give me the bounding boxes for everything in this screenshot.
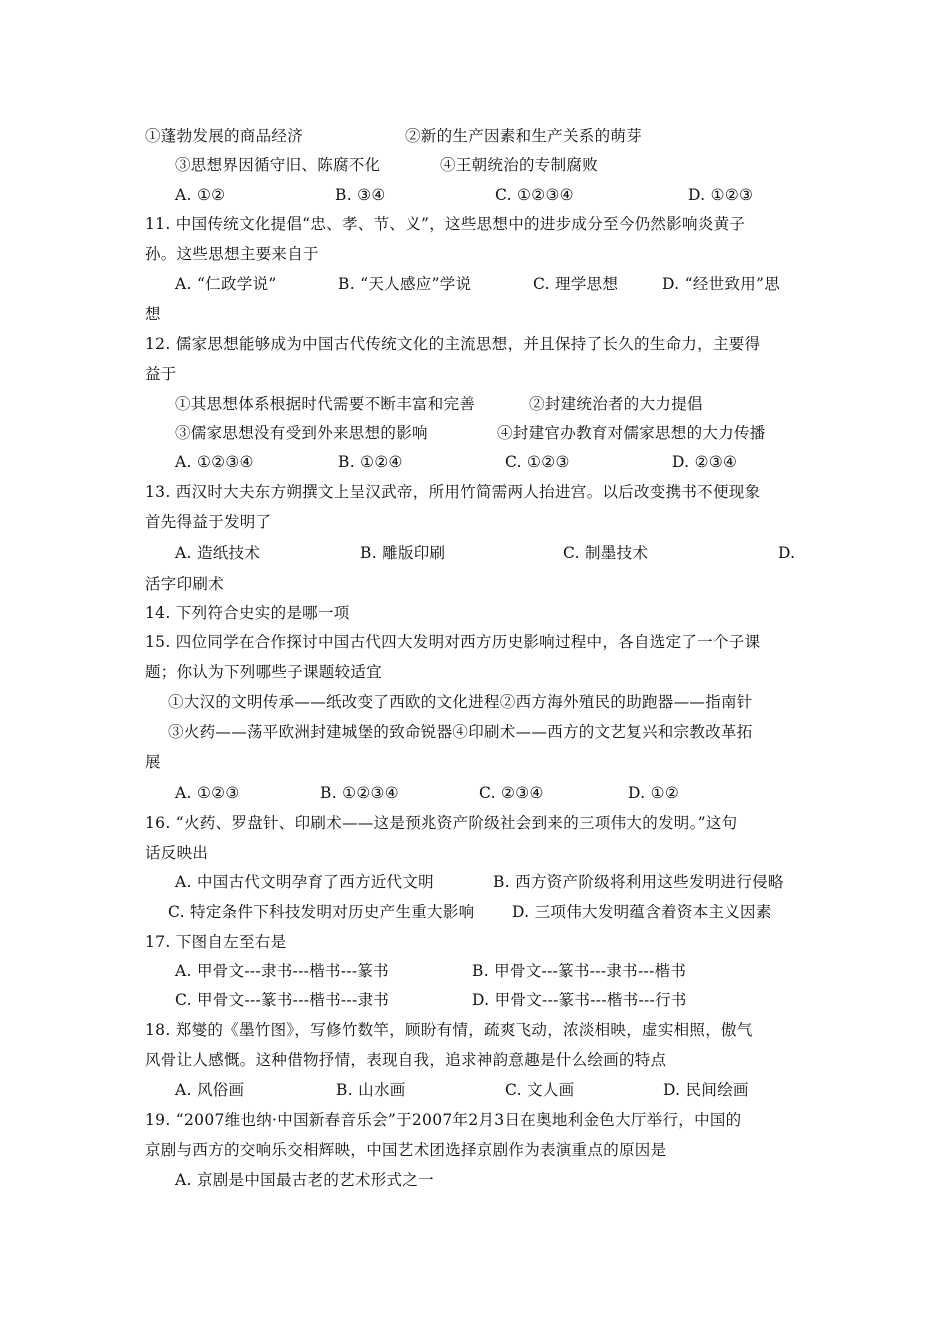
question-text: 京剧与西方的交响乐交相辉映，中国艺术团选择京剧作为表演重点的原因是 — [145, 1141, 667, 1159]
choice-b: B. 山水画 — [336, 1081, 406, 1099]
choice-a: A. ①②③ — [175, 784, 240, 802]
option-text: ②封建统治者的大力提倡 — [529, 395, 703, 413]
choice-b: B. 西方资产阶级将利用这些发明进行侵略 — [493, 873, 784, 891]
question-text: 风骨让人感慨。这种借物抒情，表现自我，追求神韵意趣是什么绘画的特点 — [145, 1051, 667, 1069]
choice-d: D. 民间绘画 — [663, 1081, 749, 1099]
choice-c: C. 甲骨文---篆书---楷书---隶书 — [175, 991, 390, 1009]
choice-b: B. ①②④ — [338, 453, 403, 471]
choice-d: D. — [778, 544, 796, 562]
choice-c: C. 制墨技术 — [563, 544, 649, 562]
choice-a: A. 造纸技术 — [175, 544, 261, 562]
question-text: 孙。这些思想主要来自于 — [145, 245, 319, 263]
option-text: ④封建官办教育对儒家思想的大力传播 — [497, 424, 766, 442]
question-text: 15. 四位同学在合作探讨中国古代四大发明对西方历史影响过程中，各自选定了一个子课 — [145, 633, 761, 651]
question-text: 18. 郑燮的《墨竹图》，写修竹数竿，顾盼有情，疏爽飞动，浓淡相映，虚实相照，傲气 — [145, 1021, 753, 1039]
choice-c: C. ②③④ — [479, 784, 544, 802]
choice-d: D. “经世致用”思 — [662, 275, 781, 293]
choice-text: 想 — [145, 305, 161, 323]
choice-a: A. 京剧是中国最古老的艺术形式之一 — [175, 1171, 434, 1189]
question-text: 首先得益于发明了 — [145, 513, 272, 531]
choice-c: C. ①②③ — [505, 453, 570, 471]
option-text: ①其思想体系根据时代需要不断丰富和完善 — [175, 395, 476, 413]
option-text: ③儒家思想没有受到外来思想的影响 — [175, 424, 428, 442]
question-text: 11. 中国传统文化提倡“忠、孝、节、义”，这些思想中的进步成分至今仍然影响炎黄子 — [145, 215, 746, 233]
choice-c: C. ①②③④ — [495, 186, 574, 204]
question-text: 益于 — [145, 365, 177, 383]
choice-a: A. ①②③④ — [175, 453, 254, 471]
option-text: ①蓬勃发展的商品经济 — [145, 127, 304, 145]
choice-d: D. ①② — [628, 784, 680, 802]
choice-a: A. ①② — [175, 186, 226, 204]
option-text: 展 — [145, 753, 161, 771]
question-text: 16. “火药、罗盘针、印刷术——这是预兆资产阶级社会到来的三项伟大的发明。”这句 — [145, 814, 738, 832]
option-text: ②新的生产因素和生产关系的萌芽 — [405, 127, 643, 145]
choice-d: D. ②③④ — [672, 453, 738, 471]
question-text: 19. “2007维也纳·中国新春音乐会”于2007年2月3日在奥地利金色大厅举行，中国的 — [145, 1111, 742, 1129]
option-text: ④王朝统治的专制腐败 — [440, 156, 599, 174]
choice-b: B. 雕版印刷 — [360, 544, 446, 562]
choice-c: C. 特定条件下科技发明对历史产生重大影响 — [168, 903, 475, 921]
question-text: 题；你认为下列哪些子课题较适宜 — [145, 663, 383, 681]
question-text: 话反映出 — [145, 844, 209, 862]
question-text: 13. 西汉时大夫东方朔撰文上呈汉武帝，所用竹简需两人抬进宫。以后改变携书不便现象 — [145, 483, 761, 501]
choice-d: D. 甲骨文---篆书---楷书---行书 — [472, 991, 687, 1009]
choice-text: 活字印刷术 — [145, 575, 225, 593]
choice-c: C. 文人画 — [505, 1081, 575, 1099]
choice-c: C. 理学思想 — [533, 275, 619, 293]
choice-b: B. ①②③④ — [320, 784, 399, 802]
choice-d: D. 三项伟大发明蕴含着资本主义因素 — [512, 903, 772, 921]
question-text: 12. 儒家思想能够成为中国古代传统文化的主流思想，并且保持了长久的生命力，主要得 — [145, 335, 761, 353]
option-text: ①大汉的文明传承——纸改变了西欧的文化进程②西方海外殖民的助跑器——指南针 — [168, 693, 753, 711]
option-text: ③思想界因循守旧、陈腐不化 — [175, 156, 381, 174]
question-text: 17. 下图自左至右是 — [145, 933, 287, 951]
choice-a: A. 中国古代文明孕育了西方近代文明 — [175, 873, 434, 891]
choice-b: B. “天人感应”学说 — [338, 275, 472, 293]
choice-b: B. ③④ — [335, 186, 386, 204]
choice-d: D. ①②③ — [688, 186, 754, 204]
choice-b: B. 甲骨文---篆书---隶书---楷书 — [472, 962, 687, 980]
option-text: ③火药——荡平欧洲封建城堡的致命锐器④印刷术——西方的文艺复兴和宗教改革拓 — [168, 723, 753, 741]
question-text: 14. 下列符合史实的是哪一项 — [145, 604, 350, 622]
choice-a: A. 风俗画 — [175, 1081, 245, 1099]
choice-a: A. 甲骨文---隶书---楷书---篆书 — [175, 962, 389, 980]
choice-a: A. “仁政学说” — [175, 275, 277, 293]
